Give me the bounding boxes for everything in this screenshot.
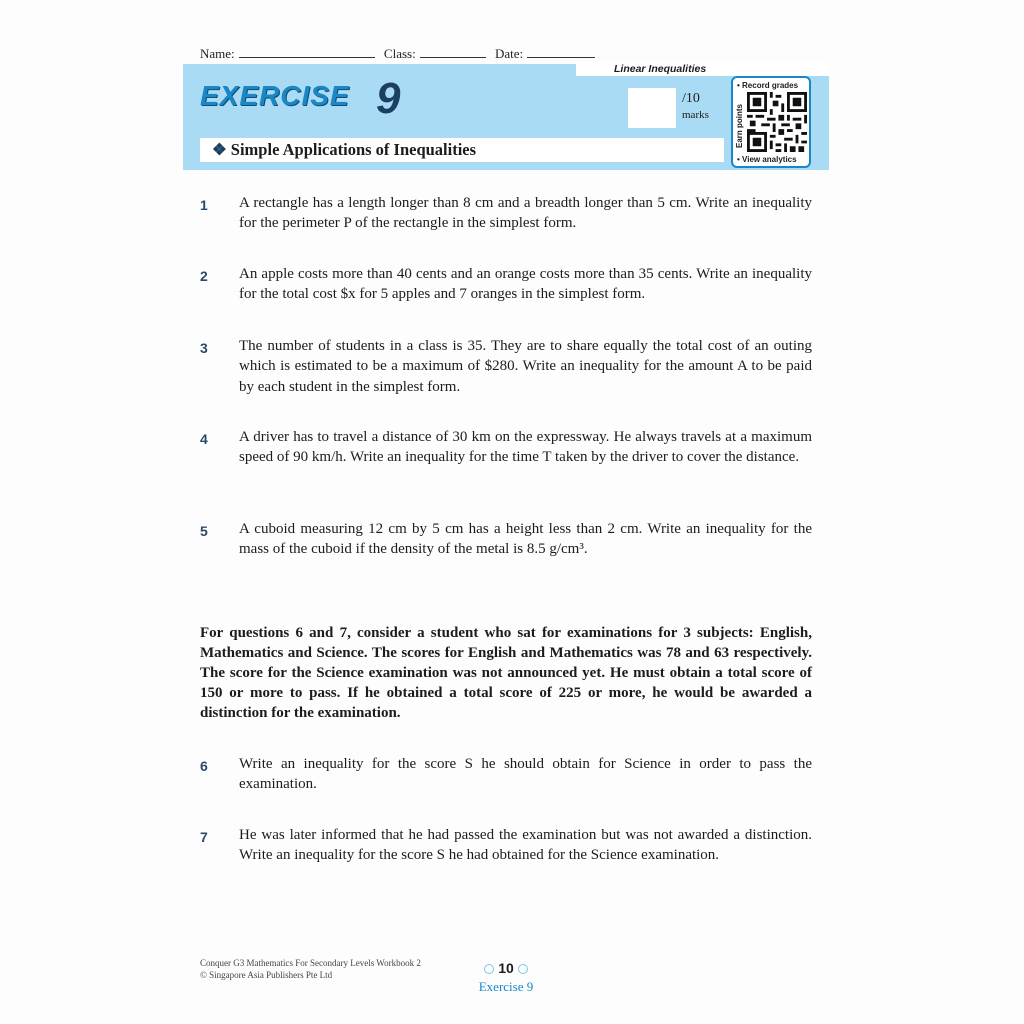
question-text: A driver has to travel a distance of 30 km on the expressway. He always travels at a maximum speed of 90 km/h. Write an inequality for the time T taken by the driver to cover the distance. <box>239 429 812 466</box>
question-text: A cuboid measuring 12 cm by 5 cm has a height less than 2 cm. Write an inequality for the mass of the cuboid if the density of the metal is 8.5 g/cm³. <box>239 521 812 558</box>
name-label: Name: <box>200 46 235 61</box>
question-number: 3 <box>200 340 208 356</box>
question-number: 2 <box>200 268 208 284</box>
score-total: /10 <box>682 91 700 106</box>
subtitle-text: Simple Applications of Inequalities <box>230 140 477 159</box>
view-analytics-label: • View analytics <box>737 155 797 164</box>
footer-exercise-label: Exercise 9 <box>478 979 534 994</box>
record-grades-label: • Record grades <box>737 81 799 90</box>
question-number: 4 <box>200 431 208 447</box>
question-text: He was later informed that he had passed the examination but was not awarded a distinction. Write an inequality for the score S he had obtained for the Science examination. <box>239 827 812 864</box>
qr-panel[interactable] <box>731 76 811 168</box>
question-text: Write an inequality for the score S he should obtain for Science in order to pass the examination. <box>239 756 812 793</box>
class-field[interactable] <box>420 48 486 58</box>
question-number: 5 <box>200 523 208 539</box>
date-field[interactable] <box>527 48 595 58</box>
question-text: The number of students in a class is 35. They are to share equally the total cost of an outing which is estimated to be a maximum of $280. Write an inequality for the amount A to be paid by each student in the simplest form. <box>239 338 812 395</box>
question-text: An apple costs more than 40 cents and an orange costs more than 35 cents. Write an inequality for the total cost $x for 5 apples and 7 oranges in the simplest form. <box>239 266 812 303</box>
score-label: marks <box>682 109 709 121</box>
earn-points-label: Earn points <box>735 103 744 148</box>
student-info-bar <box>200 46 601 62</box>
class-label: Class: <box>383 46 416 61</box>
question-text: A rectangle has a length longer than 8 cm and a breadth longer than 5 cm. Write an inequality for the perimeter P of the rectangle in the simplest form. <box>239 195 812 232</box>
question-number: 7 <box>200 829 208 845</box>
page-number <box>475 960 537 976</box>
exercise-number: 9 <box>376 74 401 123</box>
qr-code-icon[interactable] <box>747 92 807 152</box>
question-number: 1 <box>200 197 208 213</box>
scenario-note: For questions 6 and 7, consider a student who sat for examinations for 3 subjects: English, Mathematics and Science. The scores for English and Mathematics was 78 and 63 respectively. The score for the Science examination was not announced yet. He must obtain a total score of 150 or more to pass. If he obtained a total score of 225 or more, he would be awarded a distinction for the examination. <box>200 625 812 721</box>
dot-icon <box>484 964 494 974</box>
topic-label: Linear Inequalities <box>576 62 829 76</box>
question-number: 6 <box>200 758 208 774</box>
book-title: Conquer G3 Mathematics For Secondary Levels Workbook 2 <box>200 958 421 968</box>
publisher: © Singapore Asia Publishers Pte Ltd <box>200 970 333 980</box>
diamond-bullet-icon: ❖ <box>212 140 227 159</box>
exercise-subtitle <box>212 140 476 160</box>
score-box[interactable] <box>628 88 676 128</box>
page-number-text: 10 <box>498 960 514 976</box>
footer-credits <box>200 957 421 981</box>
name-field[interactable] <box>239 48 375 58</box>
date-label: Date: <box>494 46 524 61</box>
dot-icon <box>518 964 528 974</box>
exercise-title: EXERCISE <box>200 80 350 111</box>
